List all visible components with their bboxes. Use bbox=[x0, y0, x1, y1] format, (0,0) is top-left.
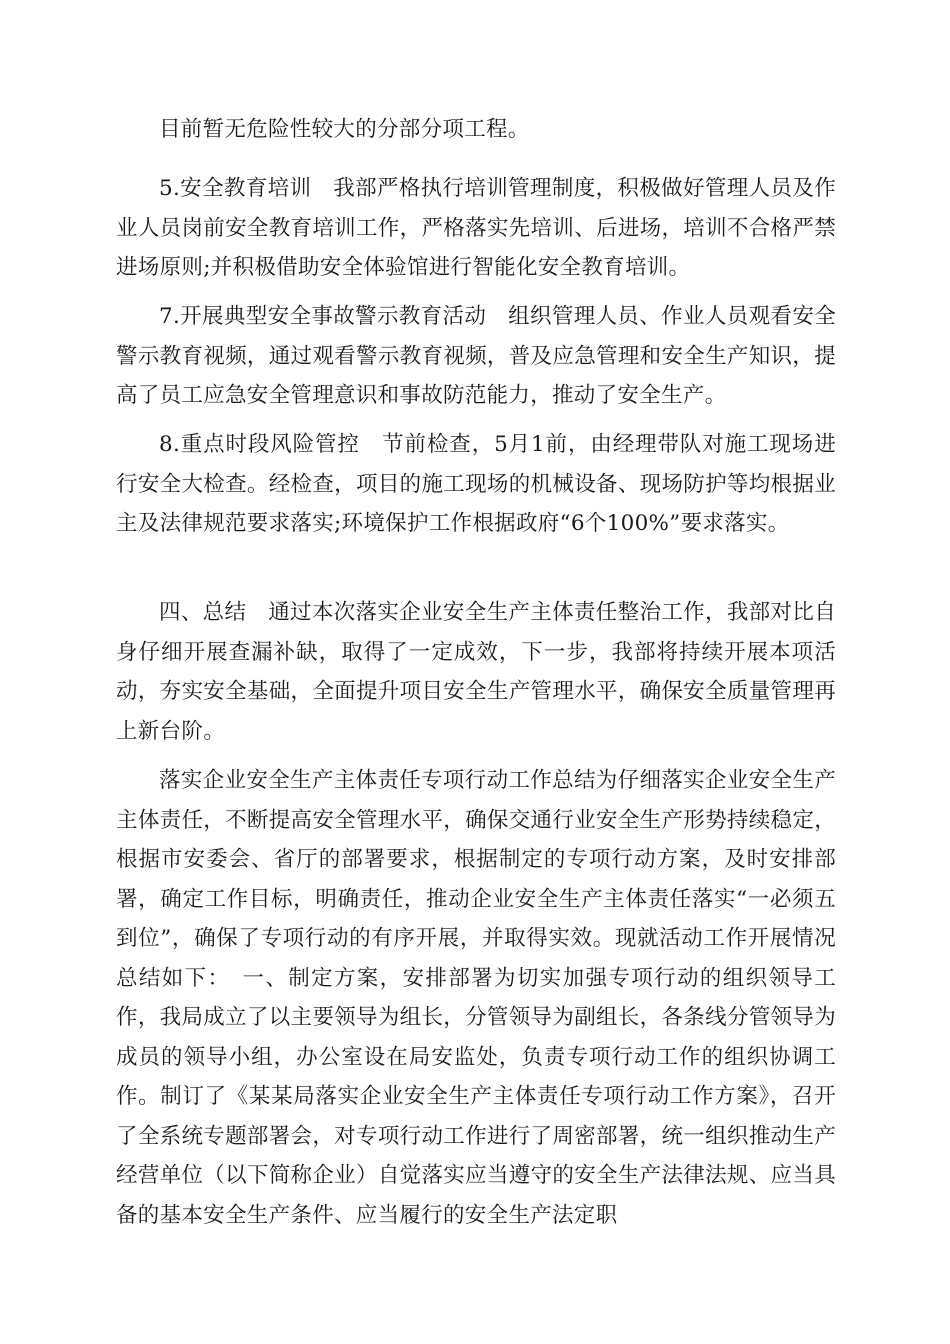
paragraph-6: 落实企业安全生产主体责任专项行动工作总结为仔细落实企业安全生产主体责任，不断提高安全管理水平，确保交通行业安全生产形势持续稳定，根据市安委会、省厅的部署要求，根据制定的专项行动方案，及时安排部署，确定工作目标，明确责任，推动企业安全生产主体责任落实“一必须五到位”，确保了专项行动的有序开展，并取得实效。现就活动工作开展情况总结如下： 一、制定方案，安排部署为切实加强专项行动的组织领导工作，我局成立了以主要领导为组长，分管领导为副组长，各条线分管领导为成员的领导小组，办公室设在局安监处，负责专项行动工作的组织协调工作。制订了《某某局落实企业安全生产主体责任专项行动工作方案》，召开了全系统专题部署会，对专项行动工作进行了周密部署，统一组织推动生产经营单位（以下简称企业）自觉落实应当遵守的安全生产法律法规、应当具备的基本安全生产条件、应当履行的安全生产法定职 bbox=[116, 768, 836, 1228]
paragraph-1: 目前暂无危险性较大的分部分项工程。 bbox=[159, 117, 530, 142]
paragraph-4: 8.重点时段风险管控 节前检查，5月1前，由经理带队对施工现场进行安全大检查。经检查，项目的施工现场的机械设备、现场防护等均根据业主及法律规范要求落实;环境保护工作根据政府“6个100%”要求落实。 bbox=[116, 432, 836, 536]
paragraph-5: 四、总结 通过本次落实企业安全生产主体责任整治工作，我部对比自身仔细开展查漏补缺，取得了一定成效，下一步，我部将持续开展本项活动，夯实安全基础，全面提升项目安全生产管理水平，确保安全质量管理再上新台阶。 bbox=[116, 600, 836, 744]
paragraph-2: 5.安全教育培训 我部严格执行培训管理制度，积极做好管理人员及作业人员岗前安全教育培训工作，严格落实先培训、后进场，培训不合格严禁进场原则;并积极借助安全体验馆进行智能化安全教育培训。 bbox=[116, 176, 836, 280]
paragraph-3: 7.开展典型安全事故警示教育活动 组织管理人员、作业人员观看安全警示教育视频，通过观看警示教育视频，普及应急管理和安全生产知识，提高了员工应急安全管理意识和事故防范能力，推动了安全生产。 bbox=[116, 304, 836, 408]
